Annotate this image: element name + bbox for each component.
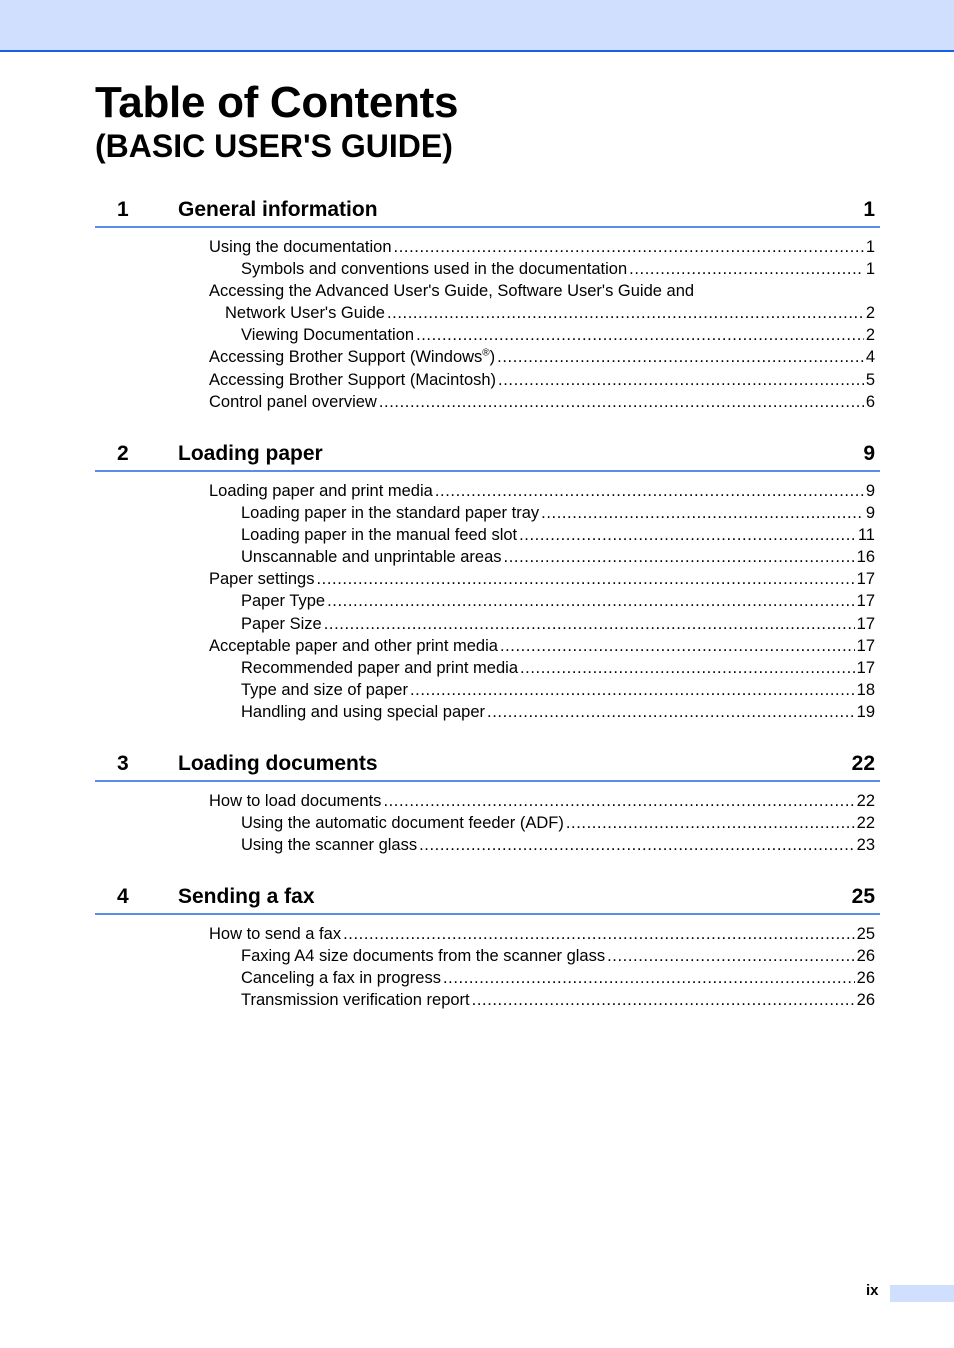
dot-leader: [504, 546, 855, 568]
toc-entry[interactable]: [209, 568, 880, 590]
chapter-title[interactable]: Sending a fax: [178, 885, 315, 908]
toc-entry-label: [241, 967, 441, 989]
toc-entry-text-tail: ): [489, 348, 496, 367]
toc-entry-label: [241, 701, 485, 723]
toc-entry[interactable]: [209, 236, 880, 258]
toc-entry-page: 17: [856, 570, 875, 589]
toc-entry[interactable]: [241, 945, 880, 967]
toc-entry-text: Accessing Brother Support (Macintosh): [209, 370, 497, 389]
toc-entry-text: Type and size of paper: [241, 680, 408, 699]
toc-entry-page: 9: [865, 504, 875, 523]
toc-entry[interactable]: [241, 524, 880, 546]
toc-entry[interactable]: [209, 480, 880, 502]
toc-entry-label: [241, 613, 322, 635]
toc-entry-text: Control panel overview: [209, 392, 377, 411]
dot-leader: [327, 590, 855, 612]
toc-entry-page: 17: [856, 614, 875, 633]
toc-entry-text: Unscannable and unprintable areas: [241, 548, 502, 567]
toc-entry-page: 26: [856, 947, 875, 966]
toc-entry-text: Faxing A4 size documents from the scanner glass: [241, 947, 606, 966]
toc-entry-page: 1: [865, 238, 875, 256]
toc-entry-text: Network User's Guide: [225, 304, 385, 323]
toc-entry-list: [95, 236, 880, 413]
toc-entry-label: [209, 236, 392, 258]
toc-entry-page: 18: [856, 680, 875, 699]
toc-entry-page: 17: [856, 592, 875, 611]
toc-entry-page: 26: [856, 991, 875, 1010]
dot-leader: [519, 524, 856, 546]
chapter-number: 2: [117, 442, 129, 465]
dot-leader: [607, 945, 855, 967]
toc-entry-text: Using the scanner glass: [241, 836, 418, 855]
dot-leader: [629, 258, 864, 280]
toc-entry-page: 9: [865, 482, 875, 500]
page-subtitle: (BASIC USER'S GUIDE): [95, 128, 453, 164]
dot-leader: [435, 480, 864, 502]
toc-entry-label: [241, 258, 627, 280]
dot-leader: [343, 923, 855, 945]
chapter-heading[interactable]: [95, 883, 880, 915]
dot-leader: [520, 657, 855, 679]
toc-entry-page: 6: [865, 392, 875, 411]
toc-entry-text: Transmission verification report: [241, 991, 470, 1010]
dot-leader: [394, 236, 864, 258]
toc-entry[interactable]: [241, 701, 880, 723]
header-band: [0, 0, 954, 52]
toc-entry-label: [241, 524, 517, 546]
chapter-heading[interactable]: [95, 750, 880, 782]
toc-entry-label: [241, 989, 470, 1011]
toc-entry-label: [241, 590, 325, 612]
dot-leader: [410, 679, 855, 701]
toc-entry[interactable]: [241, 967, 880, 989]
toc-entry-page: 22: [856, 792, 875, 810]
chapter-heading[interactable]: [95, 196, 880, 228]
toc-entry[interactable]: [241, 258, 880, 280]
toc-entry-label: [241, 324, 414, 346]
chapter-number: 1: [117, 198, 129, 221]
dot-leader: [324, 613, 855, 635]
toc-entry-text: Canceling a fax in progress: [241, 969, 441, 988]
dot-leader: [487, 701, 855, 723]
toc-entry-label: [209, 346, 495, 368]
toc-entry-label: [209, 568, 314, 590]
dot-leader: [416, 324, 864, 346]
toc-entry-label: [241, 812, 564, 834]
toc-entry-text: How to load documents: [209, 792, 382, 810]
toc-entry-label: [241, 502, 539, 524]
chapter-title[interactable]: General information: [178, 198, 378, 221]
toc-entry-label: [241, 679, 408, 701]
toc-entry-text: Loading paper in the manual feed slot: [241, 526, 518, 545]
toc-entry-label: [241, 546, 502, 568]
chapter-title[interactable]: Loading paper: [178, 442, 323, 465]
toc-entry-text: Handling and using special paper: [241, 702, 486, 721]
toc-entry-page: 19: [856, 702, 875, 721]
chapter-number: 3: [117, 752, 129, 775]
toc-entry-label: [209, 923, 341, 945]
toc-entry-list: [95, 480, 880, 723]
toc-entry[interactable]: [209, 369, 880, 391]
toc-entry[interactable]: [209, 280, 880, 302]
toc-entry-page: 4: [865, 348, 875, 367]
toc-entry[interactable]: [241, 812, 880, 834]
toc-entry[interactable]: [241, 546, 880, 568]
chapter-page: 25: [851, 885, 875, 908]
toc-entry-page: 1: [865, 260, 875, 279]
toc-entry-text: How to send a fax: [209, 925, 342, 943]
toc-entry-page: 2: [865, 326, 875, 345]
dot-leader: [566, 812, 855, 834]
dot-leader: [379, 391, 864, 413]
toc-entry-page: 2: [865, 304, 875, 323]
footer-page-number: ix: [866, 1282, 879, 1299]
toc-entry[interactable]: [209, 790, 880, 812]
chapter-3: [95, 750, 880, 856]
toc-entry[interactable]: [209, 635, 880, 657]
toc-entry[interactable]: [225, 302, 880, 324]
dot-leader: [419, 834, 855, 856]
toc-entry[interactable]: [209, 346, 880, 368]
toc-entry[interactable]: [241, 324, 880, 346]
chapter-page: 1: [863, 198, 875, 221]
toc-entry-page: 22: [856, 814, 875, 833]
toc-entry-page: 25: [856, 925, 875, 943]
toc-entry-label: [225, 302, 385, 324]
toc-entry-page: 23: [856, 836, 875, 855]
toc-entry-text: Symbols and conventions used in the documentation: [241, 260, 628, 279]
dot-leader: [472, 989, 855, 1011]
dot-leader: [500, 635, 855, 657]
toc-entry-text: Viewing Documentation: [241, 326, 415, 345]
dot-leader: [541, 502, 864, 524]
toc-entry-label: [209, 480, 433, 502]
toc-entry-text: Accessing the Advanced User's Guide, Software User's Guide and: [209, 282, 695, 301]
toc-entry-label: [241, 657, 518, 679]
toc-entry-text: Accessing Brother Support (Windows: [209, 348, 483, 367]
toc-entry[interactable]: [241, 590, 880, 612]
chapter-1: [95, 196, 880, 413]
page-title: Table of Contents: [95, 78, 459, 127]
dot-leader: [383, 790, 854, 812]
dot-leader: [498, 369, 864, 391]
toc-entry-text: Using the automatic document feeder (ADF): [241, 814, 564, 833]
toc-entry-page: 17: [856, 658, 875, 677]
toc-entry-label: [209, 280, 694, 302]
toc-entry-text: Loading paper in the standard paper tray: [241, 504, 540, 523]
toc-entry[interactable]: [209, 391, 880, 413]
chapter-title[interactable]: Loading documents: [178, 752, 378, 775]
toc-entry-page: 26: [856, 969, 875, 988]
dot-leader: [497, 346, 864, 368]
toc-entry-page: 16: [856, 548, 875, 567]
toc-entry-label: [209, 635, 498, 657]
chapter-page: 9: [863, 442, 875, 465]
toc-entry-page: 5: [865, 370, 875, 389]
toc-entry[interactable]: [241, 657, 880, 679]
chapter-page: 22: [851, 752, 875, 775]
dot-leader: [443, 967, 855, 989]
footer-band: [890, 1285, 954, 1302]
toc-entry[interactable]: [241, 679, 880, 701]
toc-entry-list: [95, 790, 880, 856]
toc-entry-label: [241, 945, 605, 967]
toc-entry-text: Paper Type: [241, 592, 326, 611]
toc-entry-text: Using the documentation: [209, 238, 392, 256]
dot-leader: [387, 302, 864, 324]
toc-entry-page: 17: [856, 636, 875, 655]
toc-entry-text: Paper settings: [209, 570, 315, 589]
toc-entry[interactable]: [241, 613, 880, 635]
toc-entry[interactable]: [241, 989, 880, 1011]
toc-entry-page: 11: [857, 526, 875, 545]
toc-entry-text: Loading paper and print media: [209, 482, 433, 500]
toc-entry-text: Acceptable paper and other print media: [209, 636, 498, 655]
registered-mark: ®: [482, 347, 490, 359]
toc-entry-label: [209, 790, 381, 812]
chapter-4: [95, 883, 880, 1011]
toc-entry-label: [241, 834, 417, 856]
chapter-2: [95, 440, 880, 723]
chapter-heading[interactable]: [95, 440, 880, 472]
toc-entry-label: [209, 391, 377, 413]
dot-leader: [316, 568, 854, 590]
toc-entry-label: [209, 369, 496, 391]
toc-entry-list: [95, 923, 880, 1011]
chapter-number: 4: [117, 885, 129, 908]
toc-entry-text: Paper Size: [241, 614, 322, 633]
toc-entry[interactable]: [241, 502, 880, 524]
toc-entry-text: Recommended paper and print media: [241, 658, 518, 677]
toc-entry[interactable]: [209, 923, 880, 945]
toc-entry[interactable]: [241, 834, 880, 856]
